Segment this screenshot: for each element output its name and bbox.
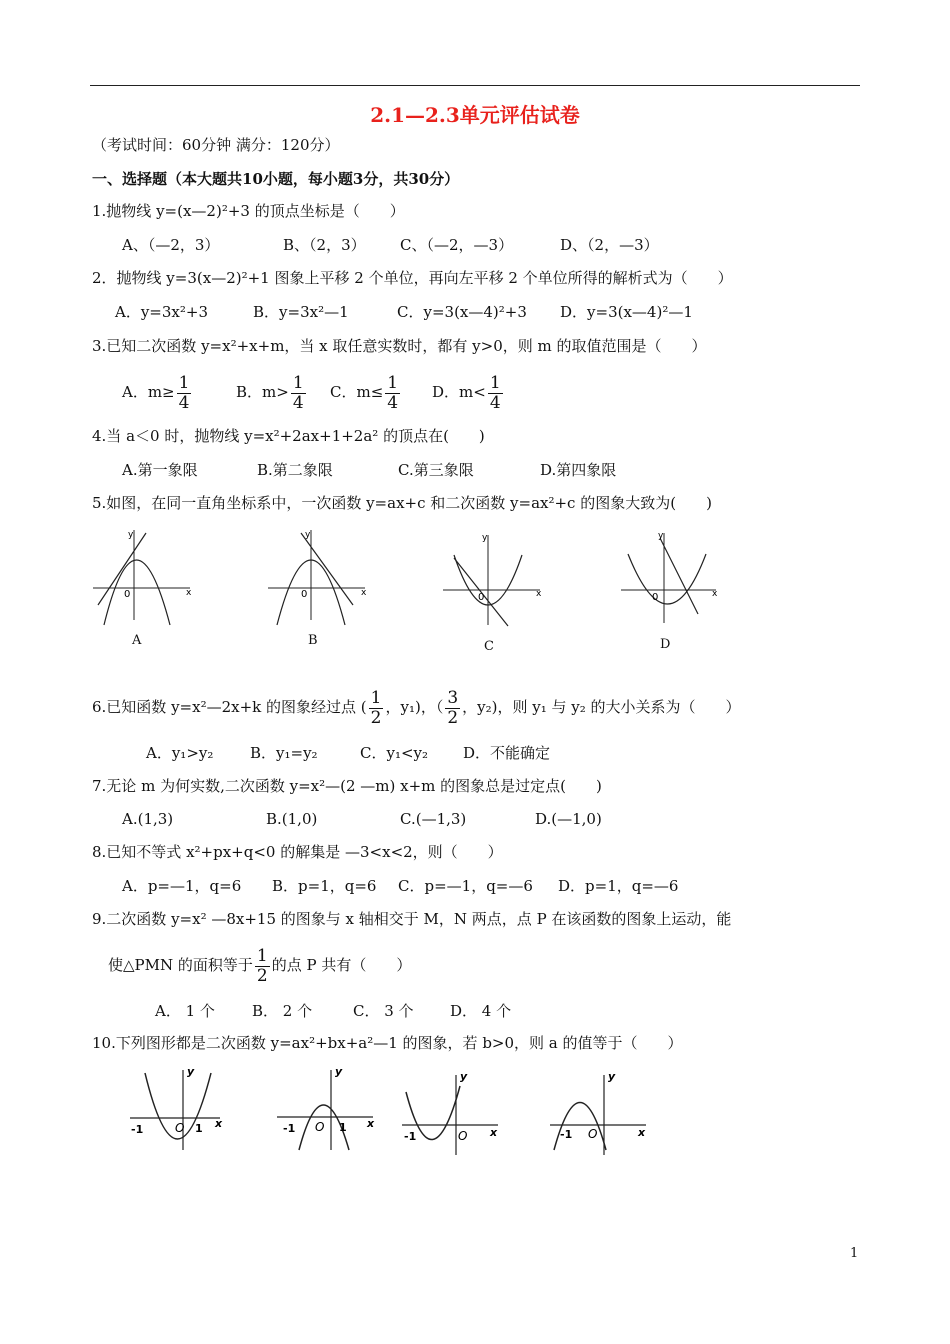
q5-label-b: B xyxy=(308,633,318,648)
question-9-stem-line-1: 9.二次函数 y=x² —8x+15 的图象与 x 轴相交于 M，N 两点，点 P 在该函数的图象上运动，能 xyxy=(92,910,732,928)
section-heading: 一、选择题（本大题共10小题，每小题3分，共30分） xyxy=(92,170,460,188)
label-neg-one: -1 xyxy=(404,1130,417,1143)
q3-option-d-label: D．m< xyxy=(432,383,486,401)
axis-label-x: x xyxy=(712,589,718,599)
q10-graph-2 xyxy=(275,1065,385,1155)
q4-option-d: D.第四象限 xyxy=(540,461,617,479)
question-2-stem: 2．抛物线 y=3(x—2)²+1 图象上平移 2 个单位，再向左平移 2 个单位所得的解析式为（ ） xyxy=(92,269,733,287)
q4-option-a: A.第一象限 xyxy=(122,461,198,479)
parabola xyxy=(554,1103,606,1151)
header-rule xyxy=(90,85,860,86)
q3-option-c-label: C．m≤ xyxy=(330,383,384,401)
fraction: $\frac{1}{4}$ xyxy=(178,372,190,413)
origin-label: 0 xyxy=(301,589,308,600)
q7-option-d: D.(—1,0) xyxy=(535,810,602,828)
exam-info: （考试时间：60分钟 满分：120分） xyxy=(92,136,340,154)
q5-label-d: D xyxy=(660,637,671,652)
q3-option-d xyxy=(432,371,505,413)
line xyxy=(301,533,353,605)
q2-option-d: D．y=3(x—4)²—1 xyxy=(560,303,693,321)
axis-label-y: y xyxy=(608,1070,616,1083)
q4-option-b: B.第二象限 xyxy=(257,461,333,479)
axis-label-y: y xyxy=(460,1070,468,1083)
axis-label-y: y xyxy=(187,1065,195,1078)
q6-option-d: D．不能确定 xyxy=(463,744,551,762)
q8-option-d: D．p=1，q=—6 xyxy=(558,877,679,895)
axis-label-y: y xyxy=(128,530,134,540)
question-4-stem: 4.当 a＜0 时，抛物线 y=x²+2ax+1+2a² 的顶点在( ) xyxy=(92,427,485,445)
axis-label-x: x xyxy=(361,588,367,598)
q7-option-b: B.(1,0) xyxy=(266,810,318,828)
axis-label-x: x xyxy=(536,589,542,599)
fraction: $\frac{1}{4}$ xyxy=(292,372,304,413)
q5-label-c: C xyxy=(484,639,494,654)
page-title: 2.1—2.3单元评估试卷 xyxy=(370,103,580,127)
origin-label: 0 xyxy=(124,589,131,600)
q10-graph-4 xyxy=(548,1070,658,1160)
q6-option-b: B．y₁=y₂ xyxy=(250,744,318,762)
q3-option-b-label: B．m> xyxy=(236,383,289,401)
q10-graph-3 xyxy=(400,1070,510,1160)
fraction: $\frac{1}{2}$ xyxy=(370,687,382,728)
q4-option-c: C.第三象限 xyxy=(398,461,474,479)
q8-option-a: A．p=—1，q=6 xyxy=(122,877,242,895)
fraction: $\frac{1}{4}$ xyxy=(489,372,501,413)
question-7-stem: 7.无论 m 为何实数,二次函数 y=x²—(2 —m) x+m 的图象总是过定点( ) xyxy=(92,777,602,795)
axis-label-x: x xyxy=(186,588,192,598)
label-neg-one: -1 xyxy=(560,1128,573,1141)
q3-option-c xyxy=(330,371,402,413)
q6-stem-part-2: ，y₁)，（ xyxy=(385,698,444,716)
question-10-stem: 10.下列图形都是二次函数 y=ax²+bx+a²—1 的图象，若 b>0，则 a 的值等于（ ） xyxy=(92,1034,683,1052)
q2-option-a: A．y=3x²+3 xyxy=(115,303,209,321)
origin-label: 0 xyxy=(652,592,659,603)
q2-option-b: B．y=3x²—1 xyxy=(253,303,349,321)
origin-label: O xyxy=(175,1121,185,1135)
q6-option-c: C．y₁<y₂ xyxy=(360,744,429,762)
q5-graph-a xyxy=(90,525,200,625)
origin-label: O xyxy=(315,1120,325,1134)
question-6-stem xyxy=(92,686,741,728)
q6-stem-part-3: ，y₂)，则 y₁ 与 y₂ 的大小关系为（ ） xyxy=(462,698,741,716)
question-3-stem: 3.已知二次函数 y=x²+x+m，当 x 取任意实数时，都有 y>0，则 m 的取值范围是（ ） xyxy=(92,337,707,355)
axis-label-x: x xyxy=(367,1117,375,1130)
axis-label-y: y xyxy=(658,531,664,541)
q3-option-a xyxy=(122,371,193,413)
q10-graph-1 xyxy=(125,1065,235,1155)
q9-option-b: B． 2 个 xyxy=(252,1002,313,1020)
line xyxy=(98,533,146,605)
question-1-stem: 1.抛物线 y=(x—2)²+3 的顶点坐标是（ ） xyxy=(92,202,405,220)
q5-graph-c xyxy=(440,530,550,630)
question-5-stem: 5.如图，在同一直角坐标系中，一次函数 y=ax+c 和二次函数 y=ax²+c 的图象大致为( ) xyxy=(92,494,712,512)
q1-option-d: D、（2，—3） xyxy=(560,236,659,254)
parabola xyxy=(628,554,706,604)
fraction: $\frac{1}{4}$ xyxy=(387,372,399,413)
q5-label-a: A xyxy=(132,633,142,648)
q9-option-d: D． 4 个 xyxy=(450,1002,512,1020)
origin-label: O xyxy=(458,1129,468,1143)
parabola xyxy=(104,560,170,625)
q8-option-b: B．p=1，q=6 xyxy=(272,877,377,895)
axis-label-x: x xyxy=(215,1117,223,1130)
q5-graph-d xyxy=(618,528,728,628)
axis-label-x: x xyxy=(638,1126,646,1139)
q9-option-c: C． 3 个 xyxy=(353,1002,414,1020)
label-neg-one: -1 xyxy=(131,1123,144,1136)
axis-label-y: y xyxy=(305,530,311,540)
q1-option-b: B、（2，3） xyxy=(283,236,366,254)
label-neg-one: -1 xyxy=(283,1122,296,1135)
q5-graph-b xyxy=(265,525,375,625)
origin-label: 0 xyxy=(478,592,485,603)
question-8-stem: 8.已知不等式 x²+px+q<0 的解集是 —3<x<2，则（ ） xyxy=(92,843,503,861)
line xyxy=(660,538,698,614)
q6-stem-part-1: 6.已知函数 y=x²—2x+k 的图象经过点 ( xyxy=(92,698,367,716)
page-number: 1 xyxy=(850,1246,859,1261)
q9-option-a: A． 1 个 xyxy=(155,1002,215,1020)
q3-option-b xyxy=(236,371,308,413)
q8-option-c: C．p=—1，q=—6 xyxy=(398,877,533,895)
axis-label-y: y xyxy=(335,1065,343,1078)
axis-label-y: y xyxy=(482,533,488,543)
q2-option-c: C．y=3(x—4)²+3 xyxy=(397,303,527,321)
q7-option-c: C.(—1,3) xyxy=(400,810,467,828)
q9-stem-part-1: 使△PMN 的面积等于 xyxy=(108,956,253,974)
question-9-stem-line-2 xyxy=(108,944,411,986)
axis-label-x: x xyxy=(490,1126,498,1139)
label-one: 1 xyxy=(195,1122,203,1135)
q9-stem-part-2: 的点 P 共有（ ） xyxy=(271,956,412,974)
fraction: $\frac{1}{2}$ xyxy=(256,945,268,986)
label-one: 1 xyxy=(339,1121,347,1134)
q1-option-a: A、（—2，3） xyxy=(122,236,220,254)
q6-option-a: A．y₁>y₂ xyxy=(146,744,214,762)
fraction: $\frac{3}{2}$ xyxy=(447,687,459,728)
origin-label: O xyxy=(588,1127,598,1141)
q1-option-c: C、（—2，—3） xyxy=(400,236,514,254)
q3-option-a-label: A．m≥ xyxy=(122,383,175,401)
q7-option-a: A.(1,3) xyxy=(122,810,174,828)
